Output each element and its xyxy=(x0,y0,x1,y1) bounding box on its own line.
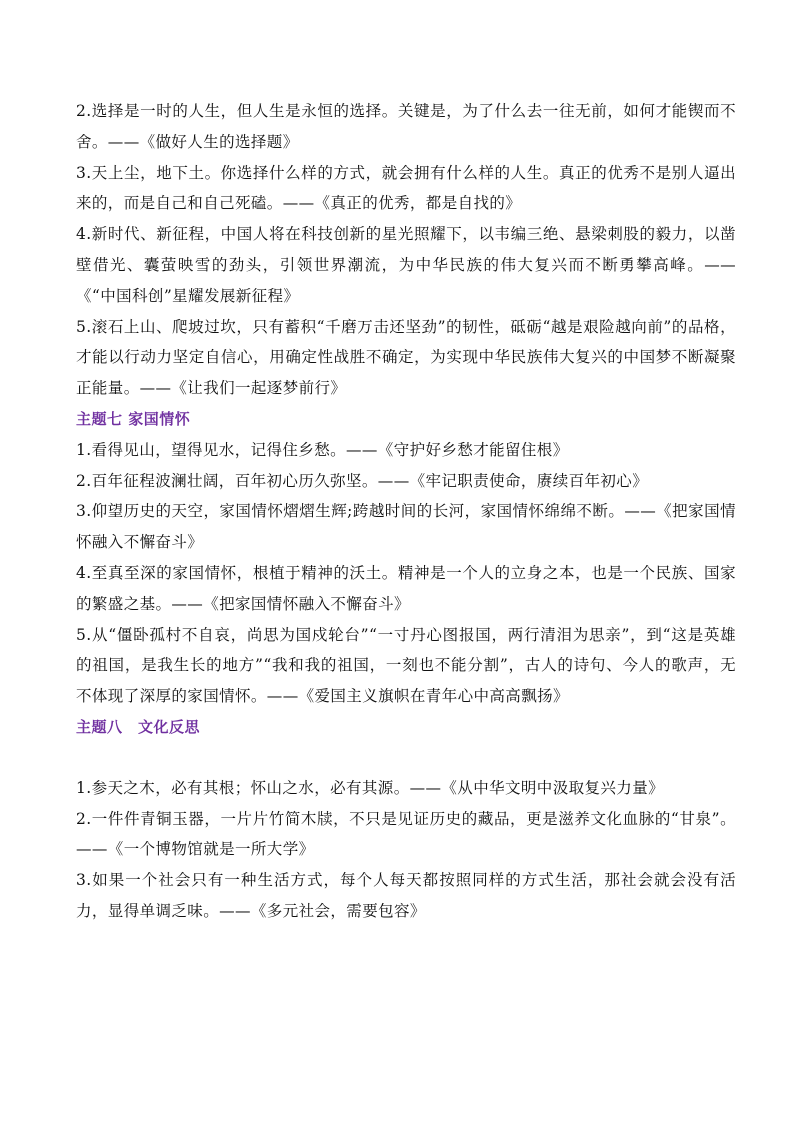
section-heading: 主题八 文化反思 xyxy=(76,717,201,736)
paragraph: 4.至真至深的家国情怀，根植于精神的沃土。精神是一个人的立身之本，也是一个民族、国家的繁盛之基。——《把家国情怀融入不懈奋斗》 xyxy=(76,563,736,613)
paragraph: 5.从“僵卧孤村不自哀，尚思为国戍轮台”“一寸丹心图报国，两行清泪为思亲”，到“这是英雄的祖国，是我生长的地方”“我和我的祖国，一刻也不能分割”，古人的诗句、今人的歌声，无不体现了深厚的家国情怀。——《爱国主义旗帜在青年心中高高飘扬》 xyxy=(76,625,736,706)
paragraph: 5.滚石上山、爬坡过坎，只有蓄积“千磨万击还坚劲”的韧性，砥砺“越是艰险越向前”的品格，才能以行动力坚定自信心，用确定性战胜不确定，为实现中华民族伟大复兴的中国梦不断凝聚正能量。——《让我们一起逐梦前行》 xyxy=(76,317,736,398)
spacer xyxy=(76,743,736,773)
paragraph: 1.看得见山，望得见水，记得住乡愁。——《守护好乡愁才能留住根》 xyxy=(76,440,569,459)
paragraph: 1.参天之木，必有其根；怀山之水，必有其源。——《从中华文明中汲取复兴力量》 xyxy=(76,778,664,797)
paragraph: 2.选择是一时的人生，但人生是永恒的选择。关键是，为了什么去一往无前，如何才能锲而不舍。——《做好人生的选择题》 xyxy=(76,102,736,151)
paragraph: 3.仰望历史的天空，家国情怀熠熠生辉;跨越时间的长河，家国情怀绵绵不断。——《把家国情怀融入不懈奋斗》 xyxy=(76,502,736,552)
paragraph: 4.新时代、新征程，中国人将在科技创新的星光照耀下，以韦编三绝、悬梁刺股的毅力，以凿壁借光、囊萤映雪的劲头，引领世界潮流，为中华民族的伟大复兴而不断勇攀高峰。——《“中国科创”星耀发展新征程》 xyxy=(76,225,736,305)
section-heading: 主题七 家国情怀 xyxy=(76,409,191,428)
paragraph: 3.天上尘，地下土。你选择什么样的方式，就会拥有什么样的人生。真正的优秀不是别人逼出来的，而是自己和自己死磕。——《真正的优秀，都是自找的》 xyxy=(76,163,736,213)
paragraph: 2.百年征程波澜壮阔，百年初心历久弥坚。——《牢记职责使命，赓续百年初心》 xyxy=(76,471,649,490)
paragraph: 3.如果一个社会只有一种生活方式，每个人每天都按照同样的方式生活，那社会就会没有活力，显得单调乏味。——《多元社会，需要包容》 xyxy=(76,871,736,920)
paragraph: 2.一件件青铜玉器，一片片竹简木牍，不只是见证历史的藏品，更是滋养文化血脉的“甘泉”。——《一个博物馆就是一所大学》 xyxy=(76,809,736,859)
document-page xyxy=(76,96,736,927)
